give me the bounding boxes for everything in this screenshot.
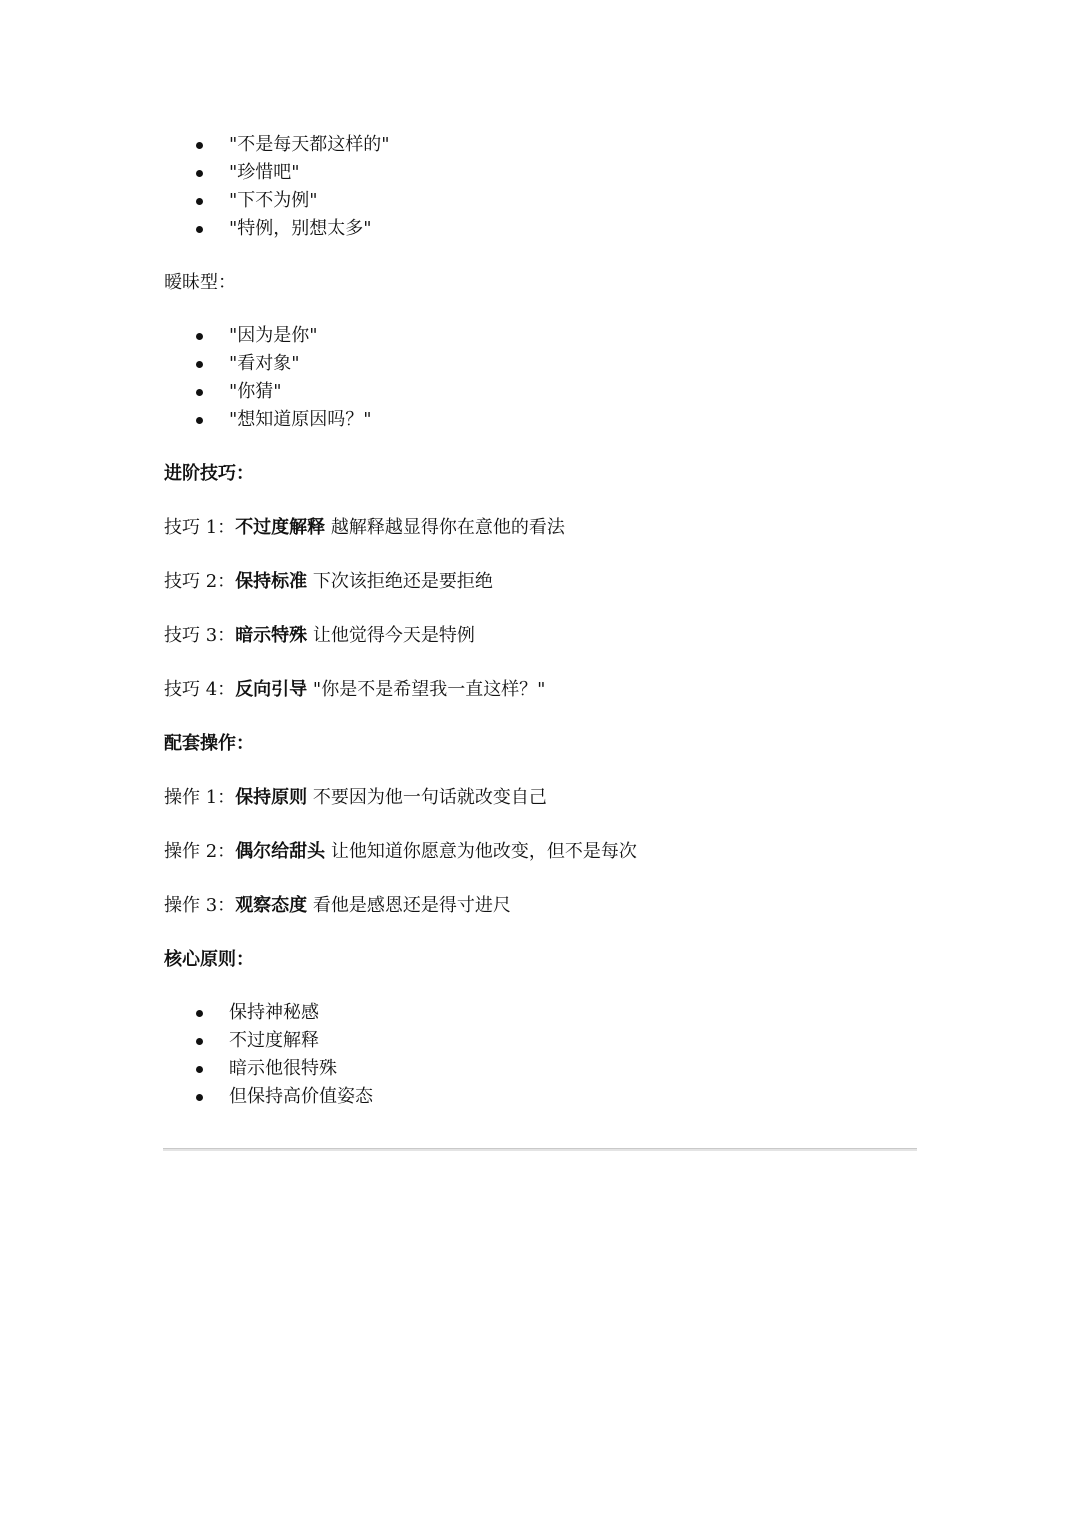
list-item-text: 但保持高价值姿态 bbox=[229, 1086, 373, 1107]
tip-paragraph bbox=[164, 514, 924, 542]
tip-label: 技巧 2： bbox=[164, 571, 236, 592]
operation-paragraph bbox=[164, 784, 924, 812]
quote-list-top bbox=[164, 131, 924, 243]
bullet-icon bbox=[196, 361, 203, 368]
list-item-text: 不过度解释 bbox=[229, 1030, 319, 1051]
operations-heading: 配套操作： bbox=[164, 733, 254, 754]
bullet-icon bbox=[196, 417, 203, 424]
list-item-text: "珍惜吧" bbox=[229, 162, 300, 183]
list-item bbox=[164, 131, 924, 159]
operation-title: 偶尔给甜头 bbox=[235, 841, 326, 862]
list-item-text: "看对象" bbox=[229, 353, 300, 374]
tip-title: 保持标准 bbox=[235, 571, 308, 592]
tip-label: 技巧 3： bbox=[164, 625, 236, 646]
list-item bbox=[164, 350, 924, 378]
tip-text: 让他觉得今天是特例 bbox=[307, 625, 475, 646]
list-item bbox=[164, 378, 924, 406]
list-item bbox=[164, 187, 924, 215]
bullet-icon bbox=[196, 226, 203, 233]
list-item-text: "特例，别想太多" bbox=[229, 218, 372, 239]
list-item bbox=[164, 159, 924, 187]
core-heading: 核心原则： bbox=[164, 949, 254, 970]
list-item bbox=[164, 406, 924, 434]
list-item bbox=[164, 215, 924, 243]
operation-label: 操作 3： bbox=[164, 895, 236, 916]
tip-label: 技巧 1： bbox=[164, 517, 236, 538]
document-content bbox=[164, 131, 924, 1111]
bullet-icon bbox=[196, 333, 203, 340]
core-principles-list bbox=[164, 999, 924, 1111]
operation-label: 操作 1： bbox=[164, 787, 236, 808]
list-item-text: 暗示他很特殊 bbox=[229, 1058, 337, 1079]
horizontal-rule bbox=[163, 1148, 917, 1151]
list-item-text: "不是每天都这样的" bbox=[229, 134, 390, 155]
bullet-icon bbox=[196, 142, 203, 149]
bullet-icon bbox=[196, 1066, 203, 1073]
bullet-icon bbox=[196, 198, 203, 205]
tip-title: 反向引导 bbox=[235, 679, 308, 700]
tip-text: 越解释越显得你在意他的看法 bbox=[325, 517, 565, 538]
list-item bbox=[164, 999, 924, 1027]
list-item-text: "因为是你" bbox=[229, 325, 318, 346]
tip-text: 下次该拒绝还是要拒绝 bbox=[307, 571, 493, 592]
operation-title: 保持原则 bbox=[235, 787, 308, 808]
list-item-text: "你猜" bbox=[229, 381, 282, 402]
tip-paragraph bbox=[164, 568, 924, 596]
tip-text: "你是不是希望我一直这样？" bbox=[307, 679, 546, 700]
tip-label: 技巧 4： bbox=[164, 679, 236, 700]
list-item-text: 保持神秘感 bbox=[229, 1002, 319, 1023]
operation-title: 观察态度 bbox=[235, 895, 308, 916]
list-item-text: "想知道原因吗？" bbox=[229, 409, 372, 430]
list-item bbox=[164, 1055, 924, 1083]
tip-title: 暗示特殊 bbox=[235, 625, 308, 646]
operation-text: 让他知道你愿意为他改变，但不是每次 bbox=[325, 841, 637, 862]
ambiguous-list bbox=[164, 322, 924, 434]
operation-text: 看他是感恩还是得寸进尺 bbox=[307, 895, 511, 916]
advanced-heading: 进阶技巧： bbox=[164, 463, 254, 484]
list-item bbox=[164, 1027, 924, 1055]
bullet-icon bbox=[196, 389, 203, 396]
bullet-icon bbox=[196, 1038, 203, 1045]
bullet-icon bbox=[196, 170, 203, 177]
tip-paragraph bbox=[164, 676, 924, 704]
list-item-text: "下不为例" bbox=[229, 190, 318, 211]
operation-label: 操作 2： bbox=[164, 841, 236, 862]
bullet-icon bbox=[196, 1094, 203, 1101]
list-item bbox=[164, 322, 924, 350]
list-item bbox=[164, 1083, 924, 1111]
operation-paragraph bbox=[164, 892, 924, 920]
operation-text: 不要因为他一句话就改变自己 bbox=[307, 787, 547, 808]
tip-title: 不过度解释 bbox=[235, 517, 326, 538]
bullet-icon bbox=[196, 1010, 203, 1017]
ambiguous-heading: 暧昧型： bbox=[164, 272, 236, 293]
operation-paragraph bbox=[164, 838, 924, 866]
tip-paragraph bbox=[164, 622, 924, 650]
